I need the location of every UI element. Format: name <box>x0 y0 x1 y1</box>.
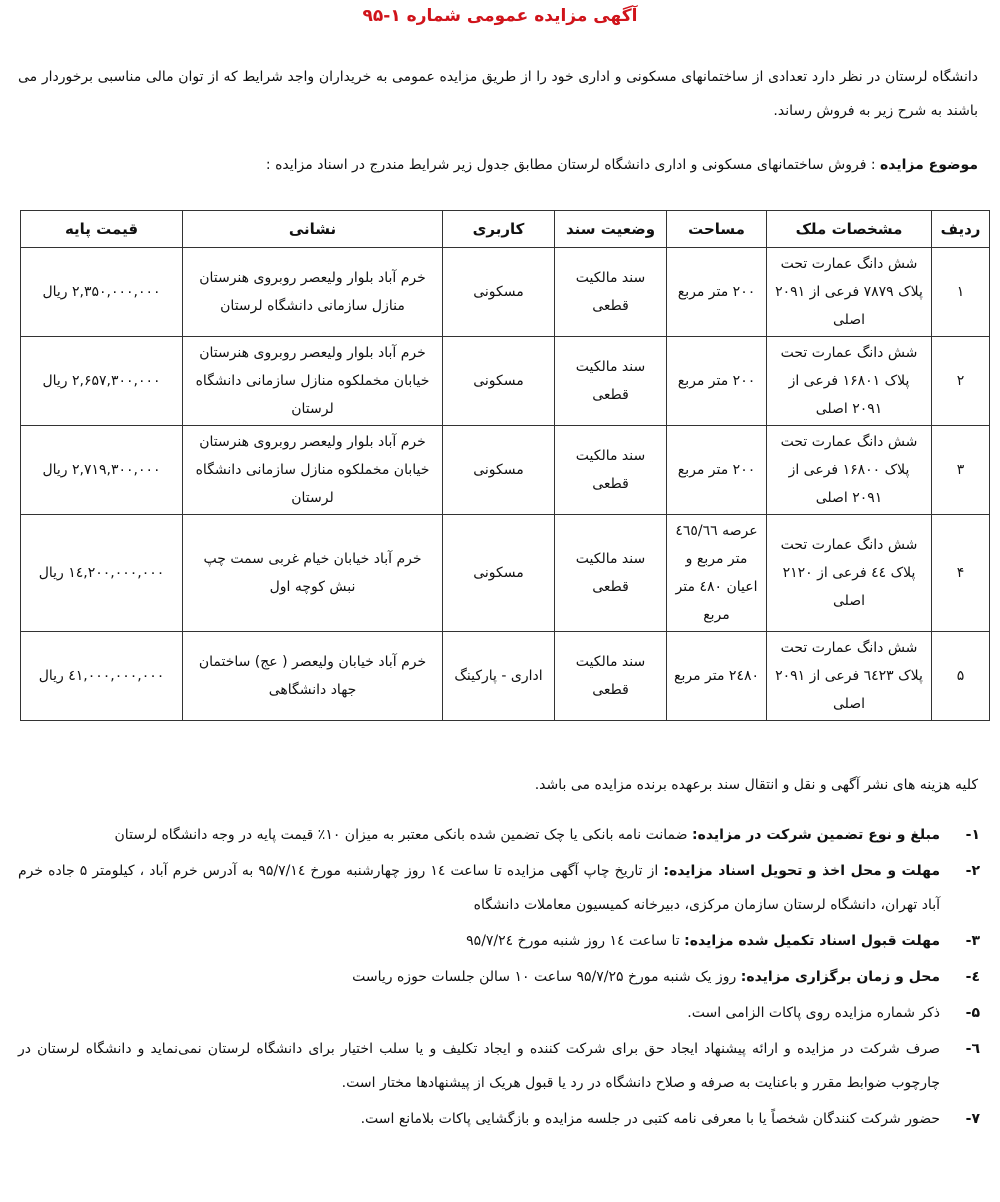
header-area: مساحت <box>667 211 767 248</box>
header-row-number: ردیف <box>932 211 990 248</box>
cell-area: ۲٤٨٠ متر مربع <box>667 632 767 721</box>
subject-label: موضوع مزایده <box>880 157 978 173</box>
condition-label: مهلت قبول اسناد تکمیل شده مزایده: <box>684 933 940 949</box>
cell-property-spec: شش دانگ عمارت تحت پلاک ۱۶۸۰۰ فرعی از ۲۰۹۱ اصلی <box>767 426 932 515</box>
costs-note: کلیه هزینه های نشر آگهی و نقل و انتقال سند برعهده برنده مزایده می باشد. <box>534 777 978 793</box>
condition-label: محل و زمان برگزاری مزایده: <box>740 969 940 985</box>
condition-text: از تاریخ چاپ آگهی مزایده تا ساعت ١٤ روز چهارشنبه مورخ ۹۵/۷/١٤ به آدرس خرم آباد ، کیلومتر ۵ جاده خرم آباد تهران، دانشگاه لرستان سازمان مرکزی، دبیرخانه کمیسیون معاملات دانشگاه <box>18 863 940 913</box>
header-property-spec: مشخصات ملک <box>767 211 932 248</box>
cell-property-spec: شش دانگ عمارت تحت پلاک ۱۶۸۰۱ فرعی از ۲۰۹۱ اصلی <box>767 337 932 426</box>
subject-line <box>18 148 978 182</box>
cell-deed-status: سند مالکیت قطعی <box>555 337 667 426</box>
condition-number: ۵- <box>965 1005 980 1021</box>
list-item <box>18 818 980 852</box>
cell-address: خرم آباد خیابان ولیعصر ( عج) ساختمان جهاد دانشگاهی <box>183 632 443 721</box>
cell-row-number: ۱ <box>932 248 990 337</box>
condition-text: صرف شرکت در مزایده و ارائه پیشنهاد ایجاد حق برای شرکت کننده و ایجاد تکلیف و یا سلب اختیار برای دانشگاه لرستان نمی‌نماید و دانشگاه لرستان در چارچوب ضوابط مقرر و باعنایت به صرفه و صلاح دانشگاه در رد یا قبول هریک از پیشنهادها مختار است. <box>18 1041 940 1091</box>
table-row <box>21 337 990 426</box>
condition-number: ٤- <box>965 969 980 985</box>
cell-deed-status: سند مالکیت قطعی <box>555 632 667 721</box>
condition-number: ٦- <box>965 1041 980 1057</box>
intro-paragraph: دانشگاه لرستان در نظر دارد تعدادی از ساختمانهای مسکونی و اداری خود را از طریق مزایده عمومی به خریداران واجد شرایط که از توان مالی مناسبی برخوردار می باشند به شرح زیر به فروش رساند. <box>18 69 978 119</box>
list-item <box>18 960 980 994</box>
document-title: آگهی مزایده عمومی شماره ۱-۹۵ <box>362 6 638 26</box>
condition-number: ۱- <box>965 827 980 843</box>
cell-row-number: ۲ <box>932 337 990 426</box>
cell-usage: مسکونی <box>443 515 555 632</box>
auction-lots-table <box>20 210 990 721</box>
cell-base-price: ٤١,٠٠٠,٠٠٠,٠٠٠ ریال <box>21 632 183 721</box>
cell-deed-status: سند مالکیت قطعی <box>555 248 667 337</box>
cell-base-price: ۲,۷۱۹,۳۰۰,۰۰۰ ریال <box>21 426 183 515</box>
table-row <box>21 248 990 337</box>
cell-area: عرصه ٤٦٥/٦٦ متر مربع و اعیان ٤٨٠ متر مربع <box>667 515 767 632</box>
list-item <box>18 924 980 958</box>
table-row <box>21 632 990 721</box>
cell-usage: مسکونی <box>443 426 555 515</box>
cell-area: ۲۰۰ متر مربع <box>667 337 767 426</box>
condition-text: روز یک شنبه مورخ ۹۵/۷/۲۵ ساعت ۱۰ سالن جلسات حوزه ریاست <box>352 969 741 985</box>
header-usage: کاربری <box>443 211 555 248</box>
subject-text: : فروش ساختمانهای مسکونی و اداری دانشگاه لرستان مطابق جدول زیر شرایط مندرج در اسناد مزایده : <box>265 157 876 173</box>
header-address: نشانی <box>183 211 443 248</box>
condition-text: تا ساعت ١٤ روز شنبه مورخ ۹۵/۷/۲٤ <box>466 933 685 949</box>
list-item <box>18 1032 980 1100</box>
condition-number: ۳- <box>965 933 980 949</box>
cell-deed-status: سند مالکیت قطعی <box>555 426 667 515</box>
cell-usage: مسکونی <box>443 248 555 337</box>
cell-deed-status: سند مالکیت قطعی <box>555 515 667 632</box>
cell-area: ۲۰۰ متر مربع <box>667 248 767 337</box>
table-row <box>21 426 990 515</box>
cell-usage: اداری - پارکینگ <box>443 632 555 721</box>
cell-property-spec: شش دانگ عمارت تحت پلاک ٦٤٢٣ فرعی از ۲۰۹۱ اصلی <box>767 632 932 721</box>
condition-label: مبلغ و نوع تضمین شرکت در مزایده: <box>691 827 940 843</box>
cell-row-number: ۵ <box>932 632 990 721</box>
cell-area: ۲۰۰ متر مربع <box>667 426 767 515</box>
conditions-list <box>18 818 980 1138</box>
table-header-row <box>21 211 990 248</box>
list-item <box>18 996 980 1030</box>
cell-address: خرم آباد بلوار ولیعصر روبروی هنرستان خیابان مخملکوه منازل سازمانی دانشگاه لرستان <box>183 426 443 515</box>
cell-base-price: ۲,۶۵۷,۳۰۰,۰۰۰ ریال <box>21 337 183 426</box>
cell-usage: مسکونی <box>443 337 555 426</box>
cell-base-price: ۲,۳۵۰,۰۰۰,۰۰۰ ریال <box>21 248 183 337</box>
cell-row-number: ۴ <box>932 515 990 632</box>
table-row <box>21 515 990 632</box>
cell-property-spec: شش دانگ عمارت تحت پلاک ۷۸۷۹ فرعی از ۲۰۹۱ اصلی <box>767 248 932 337</box>
cell-address: خرم آباد خیابان خیام غربی سمت چپ نبش کوچه اول <box>183 515 443 632</box>
cell-property-spec: شش دانگ عمارت تحت پلاک ٤٤ فرعی از ۲۱۲۰ اصلی <box>767 515 932 632</box>
list-item <box>18 854 980 922</box>
condition-label: مهلت و محل اخذ و تحویل اسناد مزایده: <box>663 863 940 879</box>
condition-number: ۲- <box>965 863 980 879</box>
condition-text: ذکر شماره مزایده روی پاکات الزامی است. <box>687 1005 940 1021</box>
header-base-price: قیمت پایه <box>21 211 183 248</box>
cell-base-price: ١٤,٢٠٠,٠٠٠,٠٠٠ ریال <box>21 515 183 632</box>
header-deed-status: وضعیت سند <box>555 211 667 248</box>
list-item <box>18 1102 980 1136</box>
condition-number: ۷- <box>965 1111 980 1127</box>
condition-text: حضور شرکت کنندگان شخصاً یا با معرفی نامه کتبی در جلسه مزایده و بازگشایی پاکات بلامانع است. <box>360 1111 940 1127</box>
cell-row-number: ۳ <box>932 426 990 515</box>
condition-text: ضمانت نامه بانکی یا چک تضمین شده بانکی معتبر به میزان ۱۰٪ قیمت پایه در وجه دانشگاه لرستان <box>114 827 692 843</box>
cell-address: خرم آباد بلوار ولیعصر روبروی هنرستان منازل سازمانی دانشگاه لرستان <box>183 248 443 337</box>
cell-address: خرم آباد بلوار ولیعصر روبروی هنرستان خیابان مخملکوه منازل سازمانی دانشگاه لرستان <box>183 337 443 426</box>
